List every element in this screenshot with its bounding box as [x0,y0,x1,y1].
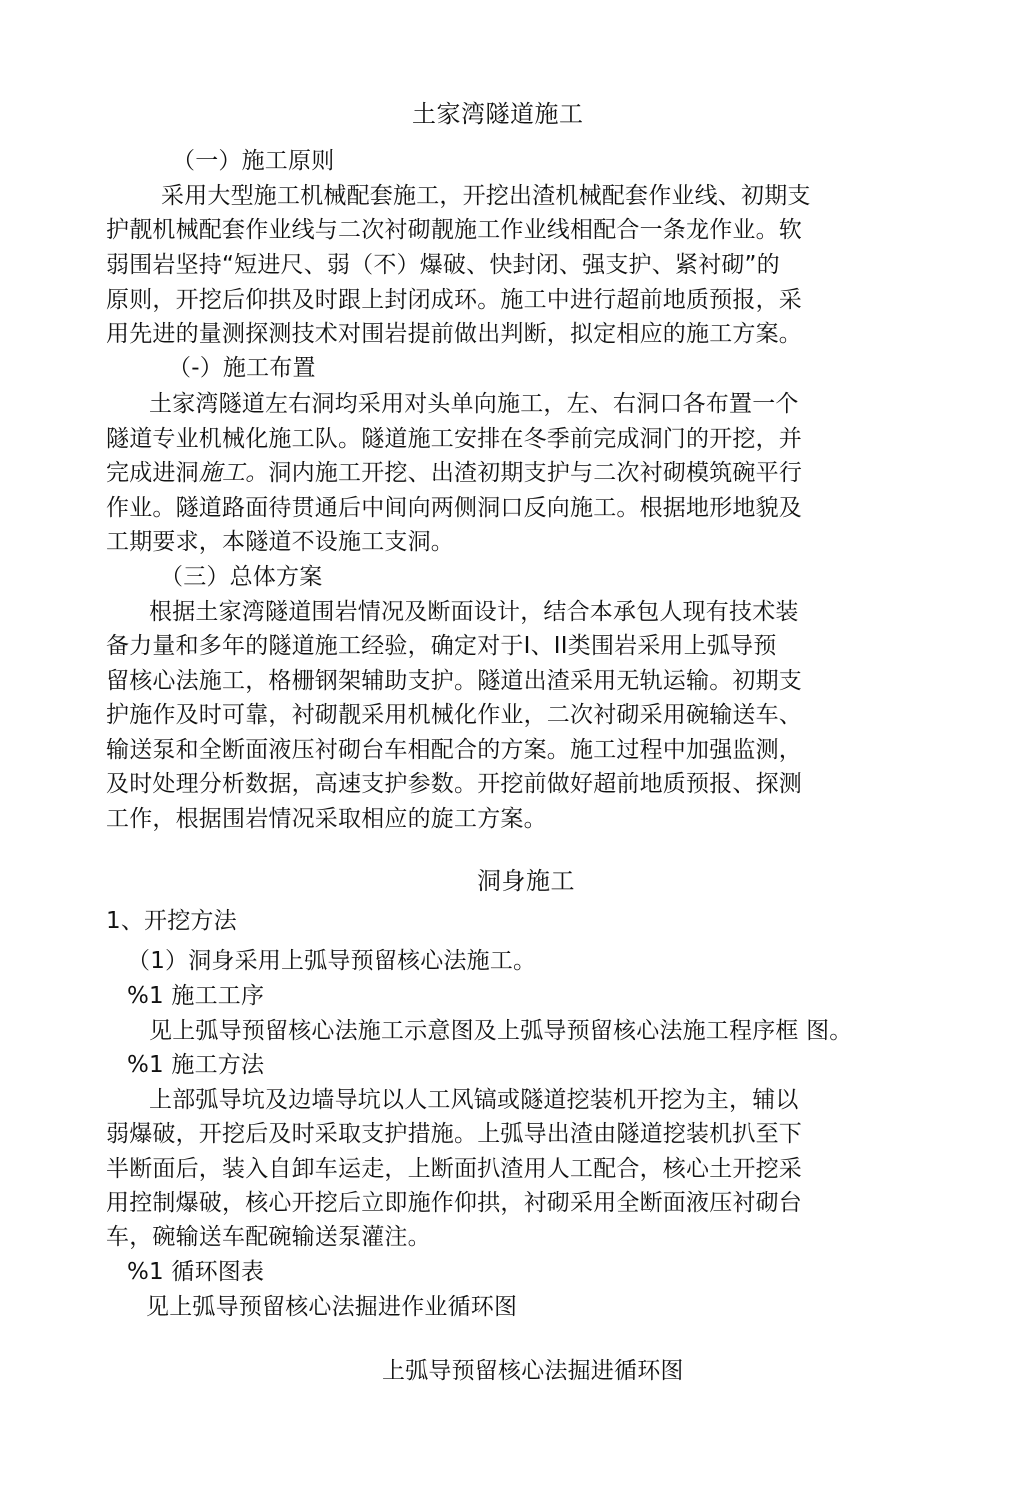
paragraph-line: 原则，开挖后仰拱及时跟上封闭成环。施工中进行超前地质预报，采 [106,287,802,313]
italic-text-run: 施工。 [198,460,269,486]
paragraph-line: 作业。隧道路面待贯通后中间向两侧洞口反向施工。根据地形地貌及 [106,495,802,521]
paragraph-line [106,458,802,488]
paragraph-line: 工作，根据围岩情况采取相应的旋工方案。 [106,806,547,832]
sub-heading: %1 施工方法 [127,1052,265,1078]
sub-heading: %1 循环图表 [127,1259,265,1285]
paragraph-line: 用先进的量测探测技术对围岩提前做出判断，拟定相应的施工方案。 [106,321,802,347]
list-item-heading: 1、开挖方法 [106,908,237,934]
paragraph-line: 半断面后，装入自卸车运走，上断面扒渣用人工配合，核心土开挖采 [106,1156,802,1182]
paragraph-line: 土家湾隧道左右洞均采用对头单向施工，左、右洞口各布置一个 [149,391,799,417]
sub-heading: %1 施工工序 [127,983,265,1009]
figure-caption: 上弧导预留核心法掘进循环图 [382,1358,684,1384]
text-run: 完成进洞 [106,460,199,486]
paragraph-line: 见上弧导预留核心法掘进作业循环图 [146,1294,518,1320]
paragraph-line: 见上弧导预留核心法施工示意图及上弧导预留核心法施工程序框 图。 [149,1018,853,1044]
paragraph-line: 护靓机械配套作业线与二次衬砌靓施工作业线相配合一条龙作业。软 [106,217,802,243]
section-title: 洞身施工 [477,867,575,895]
paragraph-line: 隧道专业机械化施工队。隧道施工安排在冬季前完成洞门的开挖，并 [106,426,802,452]
text-run: 洞内施工开挖、出渣初期支护与二次衬砌模筑碗平行 [268,460,803,486]
paragraph-line: 车，碗输送车配碗输送泵灌注。 [106,1224,431,1250]
paragraph-line: 护施作及时可靠，衬砌靓采用机械化作业，二次衬砌采用碗输送车、 [106,702,802,728]
paragraph-line: 输送泵和全断面液压衬砌台车相配合的方案。施工过程中加强监测， [106,737,802,763]
section-heading: （-）施工布置 [168,355,316,381]
paragraph-line: 上部弧导坑及边墙导坑以人工风镐或隧道挖装机开挖为主，辅以 [149,1087,799,1113]
section-heading: （一）施工原则 [172,148,335,174]
paragraph-line: 工期要求，本隧道不设施工支洞。 [106,529,454,555]
paragraph-line: 弱爆破，开挖后及时采取支护措施。上弧导出渣由隧道挖装机扒至下 [106,1121,802,1147]
paragraph-line: 备力量和多年的隧道施工经验，确定对于I、II类围岩采用上弧导预 [106,633,777,659]
paragraph-line: 根据土家湾隧道围岩情况及断面设计，结合本承包人现有技术装 [149,599,799,625]
page-title: 土家湾隧道施工 [412,100,584,128]
paragraph-line: 弱围岩坚持“短进尺、弱（不）爆破、快封闭、强支护、紧衬砌”的 [106,252,780,278]
paragraph-line: 采用大型施工机械配套施工，开挖出渣机械配套作业线、初期支 [161,183,811,209]
paragraph-line: 用控制爆破，核心开挖后立即施作仰拱，衬砌采用全断面液压衬砌台 [106,1190,802,1216]
paragraph-line: 留核心法施工，格栅钢架辅助支护。隧道出渣采用无轨运输。初期支 [106,668,802,694]
paragraph-line: 及时处理分析数据，高速支护参数。开挖前做好超前地质预报、探测 [106,771,802,797]
list-item-text: （1）洞身采用上弧导预留核心法施工。 [127,948,537,974]
section-heading: （三）总体方案 [160,564,323,590]
